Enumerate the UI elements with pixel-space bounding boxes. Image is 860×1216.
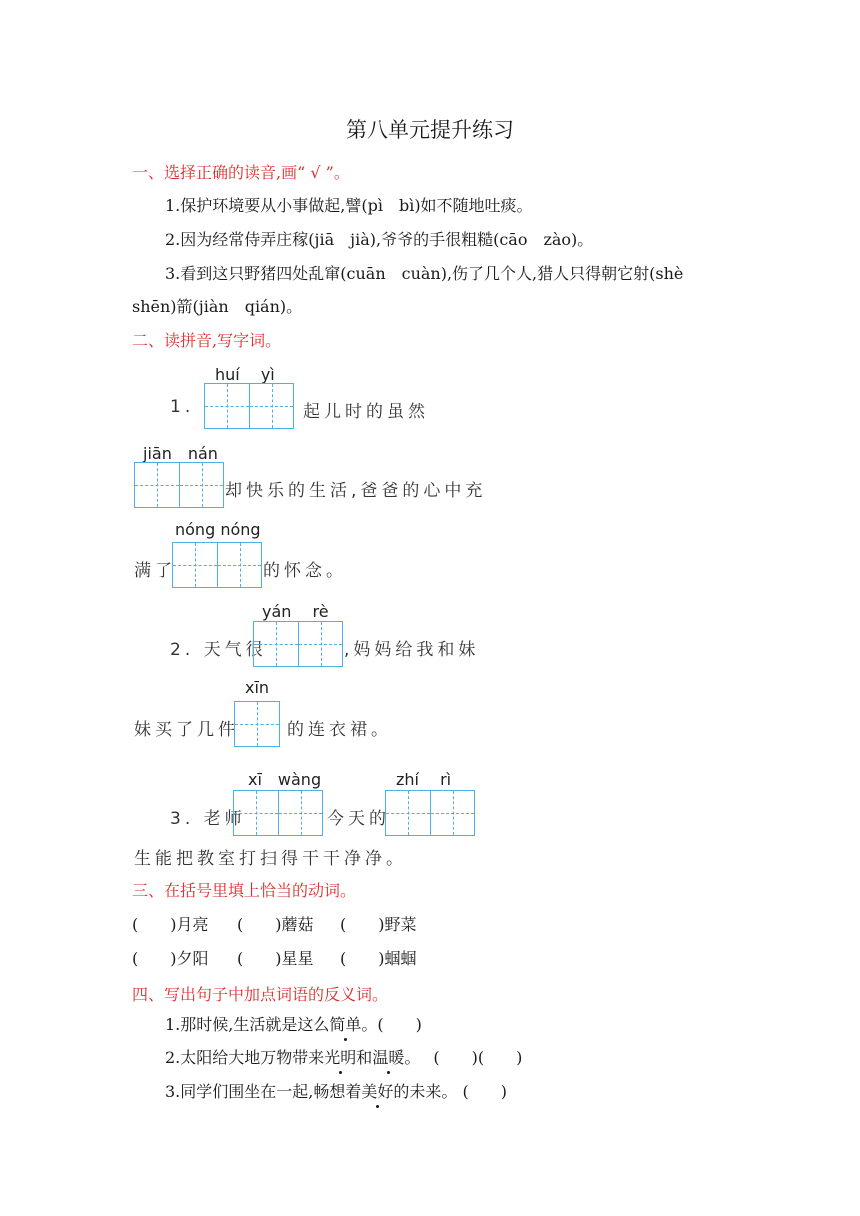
pinyin-xin: xīn — [245, 678, 270, 697]
line3-pre: 满了 — [134, 561, 176, 581]
writing-grid-nongnong[interactable] — [172, 542, 262, 588]
dotted-word: 光明 — [324, 1045, 356, 1068]
writing-grid-jiannan[interactable] — [134, 462, 224, 508]
section-heading-2: 二、读拼音,写字词。 — [132, 331, 282, 350]
line7: 生能把教室打扫得干干净净。 — [134, 849, 407, 869]
line5-pre: 妹买了几件 — [134, 720, 239, 740]
writing-grid-xiwang[interactable] — [233, 790, 323, 836]
verb-blank-1: ( )月亮 — [132, 915, 209, 934]
question-1-2: 2.因为经常侍弄庄稼(jiā jià),爷爷的手很粗糙(cāo zào)。 — [165, 230, 594, 249]
writing-grid-xin[interactable] — [234, 701, 280, 747]
antonym-question-3: 3.同学们围坐在一起,畅想着美好的未来。 ( ) — [165, 1079, 507, 1102]
line3-text: 的怀念。 — [263, 561, 347, 581]
line6-pre: 3. 老师 — [170, 809, 246, 829]
question-1-3a: 3.看到这只野猪四处乱窜(cuān cuàn),伤了几个人,猎人只得朝它射(shè — [165, 264, 684, 283]
writing-grid-yanre[interactable] — [253, 621, 343, 667]
verb-blank-6: ( )蝈蝈 — [340, 949, 417, 968]
question-1-3b: shēn)箭(jiàn qián)。 — [132, 297, 303, 316]
antonym-question-1: 1.那时候,生活就是这么简单。( ) — [165, 1012, 422, 1035]
line6-mid: 今天的 — [327, 809, 390, 829]
line4-text: ,妈妈给我和妹 — [344, 640, 480, 660]
section-heading-1: 一、选择正确的读音,画“ √ ”。 — [132, 163, 350, 182]
section-heading-3: 三、在括号里填上恰当的动词。 — [132, 881, 357, 900]
question-1-1: 1.保护环境要从小事做起,譬(pì bì)如不随地吐痰。 — [165, 196, 533, 215]
dotted-word: 温暖 — [372, 1045, 404, 1068]
pinyin-xiwang: xī wàng — [248, 770, 322, 789]
verb-blank-2: ( )蘑菇 — [237, 915, 314, 934]
pinyin-jiannan: jiān nán — [143, 444, 218, 463]
dotted-word: 简单 — [329, 1012, 361, 1035]
line2-text: 却快乐的生活,爸爸的心中充 — [225, 481, 487, 501]
writing-grid-zhiri[interactable] — [385, 790, 475, 836]
pinyin-nongnong: nóng nóng — [175, 520, 261, 539]
line4-pre: 2. 天气很 — [170, 640, 267, 660]
section-heading-4: 四、写出句子中加点词语的反义词。 — [132, 985, 389, 1004]
verb-blank-5: ( )星星 — [237, 949, 314, 968]
pinyin-huiyi: huí yì — [215, 365, 275, 384]
antonym-question-2: 2.太阳给大地万物带来光明和温暖。 ( )( ) — [165, 1045, 522, 1068]
verb-blank-3: ( )野菜 — [340, 915, 417, 934]
line1-number: 1. — [170, 397, 195, 417]
page-title: 第八单元提升练习 — [346, 118, 514, 142]
pinyin-zhiri: zhí rì — [396, 770, 452, 789]
dotted-word: 美好 — [361, 1079, 393, 1102]
verb-blank-4: ( )夕阳 — [132, 949, 209, 968]
pinyin-yanre: yán rè — [262, 602, 329, 621]
line5-text: 的连衣裙。 — [287, 720, 392, 740]
writing-grid-huiyi[interactable] — [204, 383, 294, 429]
line1-text: 起儿时的虽然 — [303, 402, 429, 422]
